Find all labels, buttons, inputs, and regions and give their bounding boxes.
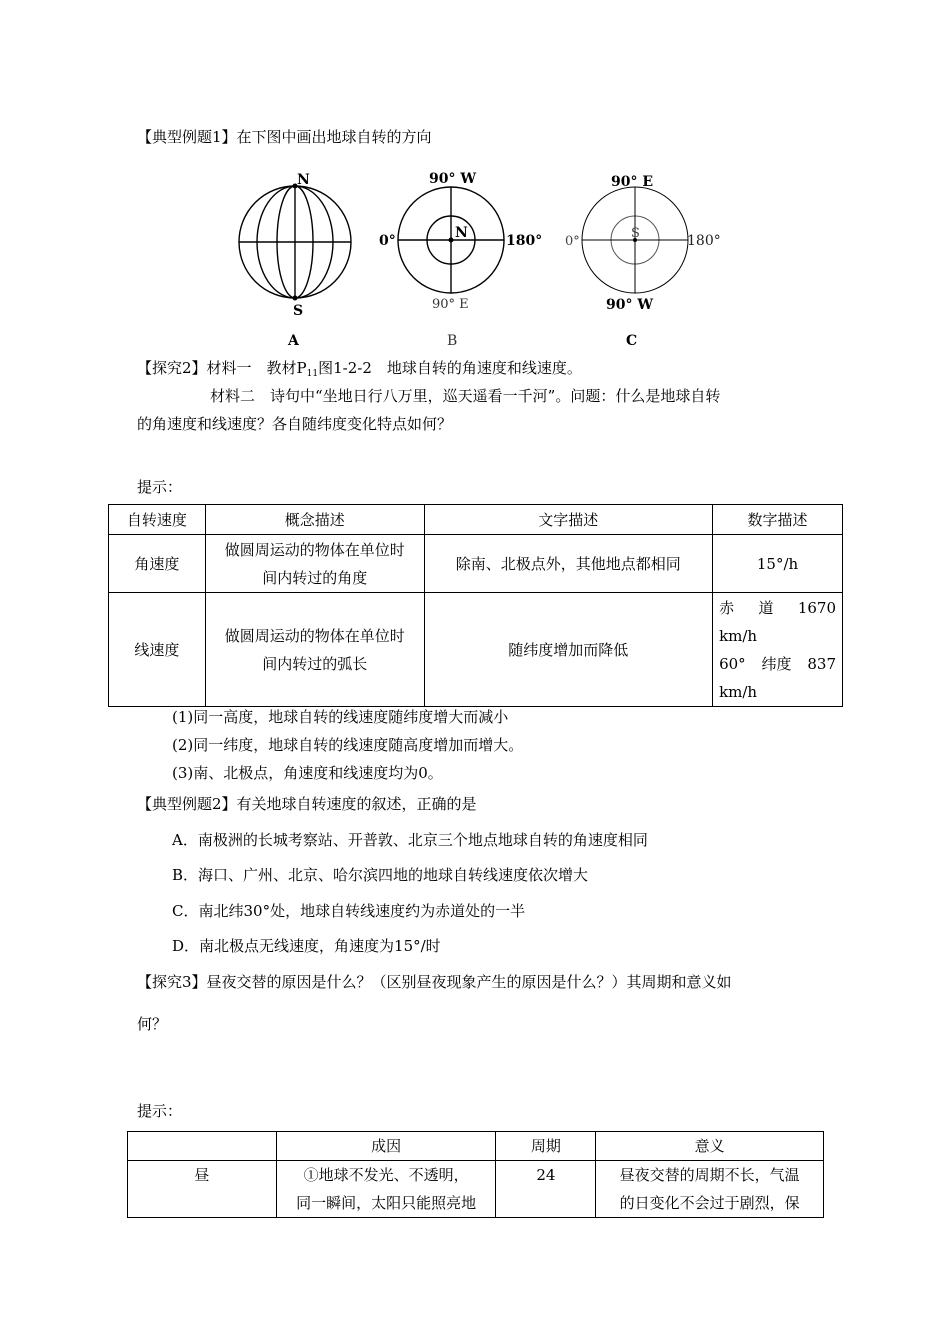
hint-label-1: 提示： [137, 478, 183, 496]
example2-text: 有关地球自转速度的叙述，正确的是 [236, 795, 477, 813]
example2-tag: 【典型例题2】 [137, 795, 237, 813]
number-cell [713, 593, 843, 707]
explore3-line2: 何？ [137, 1015, 168, 1033]
figure-a-south-label: S [293, 303, 304, 319]
concept-line: 做圆周运动的物体在单位时 [224, 540, 405, 559]
figure-c-left-label: 0° [565, 234, 580, 249]
hint-label-2: 提示： [137, 1102, 183, 1120]
figure-b-top-label: 90° W [429, 171, 477, 187]
cause-line: ①地球不发光、不透明， [303, 1166, 469, 1184]
header-cell [128, 1132, 277, 1161]
note-3: (3)南、北极点，角速度和线速度均为0。 [172, 764, 443, 782]
latitude-label: 60° [719, 654, 746, 673]
meaning-line: 的日变化不会过于剧烈，保 [619, 1194, 800, 1212]
row-name: 角速度 [109, 535, 206, 593]
option-c: C．南北纬30°处，地球自转线速度约为赤道处的一半 [172, 902, 526, 920]
figure-a-north-label: N [297, 172, 310, 188]
figure-c-bottom-label: 90° W [606, 297, 654, 313]
figure-b-caption: B [447, 333, 458, 349]
explore3-text: 昼夜交替的原因是什么？（区别昼夜现象产生的原因是什么？）其周期和意义如 [206, 973, 732, 991]
header-cell: 文字描述 [424, 505, 713, 535]
number-line [719, 594, 836, 622]
meaning-cell [596, 1161, 824, 1218]
material1-prefix: 材料一 教材P [206, 359, 307, 377]
latitude-value: 837 [807, 654, 836, 673]
equator-label-2: 道 [758, 598, 774, 617]
header-cell: 周期 [496, 1132, 596, 1161]
south-pole-dot [293, 296, 298, 301]
example1-heading [137, 126, 432, 147]
equator-value: 1670 [797, 598, 836, 617]
cause-line: 同一瞬间，太阳只能照亮地 [296, 1194, 477, 1212]
number-cell: 15°/h [713, 535, 843, 593]
concept-line: 间内转过的弧长 [262, 654, 368, 673]
explore2-material2-line2: 的角速度和线速度？各自随纬度变化特点如何？ [137, 415, 453, 433]
figure-a-globe [239, 186, 351, 298]
explore2-material1 [137, 357, 582, 379]
concept-line: 做圆周运动的物体在单位时 [224, 626, 405, 645]
row-name: 昼 [128, 1161, 277, 1218]
period-cell: 24 [496, 1161, 596, 1218]
note-1: (1)同一高度，地球自转的线速度随纬度增大而减小 [172, 708, 509, 726]
rotation-diagrams [225, 165, 735, 350]
figure-b-bottom-label: 90° E [432, 297, 469, 312]
cause-cell [276, 1161, 496, 1218]
equator-unit: km/h [719, 626, 758, 645]
concept-line: 间内转过的角度 [262, 568, 368, 587]
figure-c-right-label: 180° [687, 233, 721, 249]
concept-cell [205, 535, 424, 593]
latitude-word: 纬度 [761, 654, 792, 673]
header-cell: 自转速度 [109, 505, 206, 535]
explore2-tag: 【探究2】 [137, 359, 207, 377]
figure-b-left-label: 0° [379, 233, 396, 249]
number-line [719, 650, 836, 678]
option-b: B．海口、广州、北京、哈尔滨四地的地球自转线速度依次增大 [172, 866, 589, 884]
figure-c-top-label: 90° E [611, 174, 654, 190]
table-header-row [109, 505, 843, 535]
figure-c-caption: C [626, 333, 638, 349]
text-cell: 随纬度增加而降低 [424, 593, 713, 707]
header-cell: 意义 [596, 1132, 824, 1161]
row-name: 线速度 [109, 593, 206, 707]
concept-cell [205, 593, 424, 707]
example1-text: 在下图中画出地球自转的方向 [236, 128, 432, 146]
figure-b-center-label: N [455, 225, 468, 241]
table-header-row [128, 1132, 824, 1161]
figure-b-center-dot [449, 238, 454, 243]
meaning-line: 昼夜交替的周期不长，气温 [619, 1166, 800, 1184]
material1-suffix: 图1-2-2 地球自转的角速度和线速度。 [318, 359, 582, 377]
table-row [109, 535, 843, 593]
explore2-material2-line1: 材料二 诗句中“坐地日行八万里，巡天遥看一千河”。问题：什么是地球自转 [210, 387, 721, 405]
explore3-tag: 【探究3】 [137, 973, 207, 991]
equator-label-1: 赤 [719, 598, 735, 617]
note-2: (2)同一纬度，地球自转的线速度随高度增加而增大。 [172, 736, 524, 754]
figure-c-center-label: S [631, 226, 640, 241]
table-row [128, 1161, 824, 1218]
example1-tag: 【典型例题1】 [137, 128, 237, 146]
table-row [109, 593, 843, 707]
option-a: A．南极洲的长城考察站、开普敦、北京三个地点地球自转的角速度相同 [172, 831, 648, 849]
header-cell: 成因 [276, 1132, 496, 1161]
explore3-line1 [137, 971, 732, 992]
text-cell: 除南、北极点外，其他地点都相同 [424, 535, 713, 593]
header-cell: 数字描述 [713, 505, 843, 535]
latitude-unit: km/h [719, 682, 758, 701]
option-d: D．南北极点无线速度，角速度为15°/时 [172, 937, 441, 955]
header-cell: 概念描述 [205, 505, 424, 535]
rotation-speed-table [108, 504, 843, 707]
figure-b-right-label: 180° [506, 233, 543, 249]
day-night-table [127, 1131, 824, 1218]
material1-page-subscript: 11 [306, 369, 319, 379]
figure-a-caption: A [288, 333, 299, 349]
example2-heading [137, 793, 477, 814]
